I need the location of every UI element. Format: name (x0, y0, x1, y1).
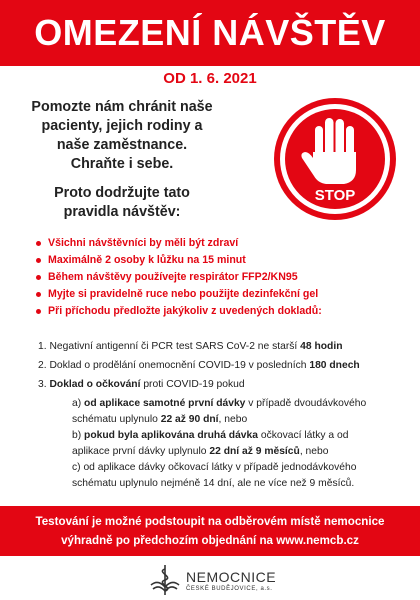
intro-line: Proto dodržujte tato (54, 185, 190, 201)
effective-date: OD 1. 6. 2021 (163, 70, 257, 87)
intro-line: pravidla návštěv: (63, 204, 181, 220)
intro-line: naše zaměstnance. (56, 137, 188, 153)
vaccination-option-b: b) pokud byla aplikována druhá dávka očkovací látky a od aplikace první dávky uplynulo 22 dní až 9 měsíců, nebo (72, 430, 349, 457)
rule-item: Během návštěvy používejte respirátor FFP2/KN95 (34, 269, 322, 286)
intro-line: Chraňte i sebe. (70, 156, 174, 172)
stop-hand-sign-icon (272, 96, 398, 222)
header-banner (0, 0, 420, 66)
intro-text (28, 98, 216, 222)
rule-item: Maximálně 2 osoby k lůžku na 15 minut (34, 252, 322, 269)
logo-subtitle: ČESKÉ BUDĚJOVICE, a.s. (186, 586, 273, 592)
rule-item: Myjte si pravidelně ruce nebo použijte dezinfekční gel (34, 286, 322, 303)
stop-label: STOP (314, 187, 356, 204)
document-item: 1. Negativní antigenní či PCR test SARS CoV-2 ne starší 48 hodin (38, 341, 343, 352)
document-item: 2. Doklad o prodělání onemocnění COVID-19 v posledních 180 dnech (38, 360, 360, 371)
hospital-logo (148, 563, 308, 597)
visit-rules-list (34, 235, 322, 320)
rule-item: Při příchodu předložte jakýkoliv z uvedených dokladů: (34, 303, 322, 320)
website-link[interactable]: www.nemcb.cz (276, 534, 359, 547)
rule-item: Všichni návštěvníci by měli být zdraví (34, 235, 322, 252)
intro-line: Pomozte nám chránit naše (31, 99, 213, 115)
footer-banner (0, 506, 420, 556)
intro-line: pacienty, jejich rodiny a (41, 118, 203, 134)
caduceus-icon (148, 563, 182, 597)
logo-name: NEMOCNICE (186, 569, 277, 585)
page-title: OMEZENÍ NÁVŠTĚV (34, 12, 386, 53)
vaccination-option-c: c) od aplikace dávky očkovací látky v případě jednodávkového schématu uplynulo nejméně 14 dní, ale ne více než 9 měsíců. (72, 462, 357, 489)
vaccination-option-a: a) od aplikace samotné první dávky v případě dvoudávkového schématu uplynulo 22 až 90 dní, nebo (72, 398, 367, 425)
footer-line: Testování je možné podstoupit na odběrovém místě nemocnice (35, 515, 385, 528)
document-item: 3. Doklad o očkování proti COVID-19 pokud (38, 379, 245, 390)
footer-line: výhradně po předchozím objednání na www.nemcb.cz (61, 534, 359, 547)
documents-list (38, 339, 388, 492)
